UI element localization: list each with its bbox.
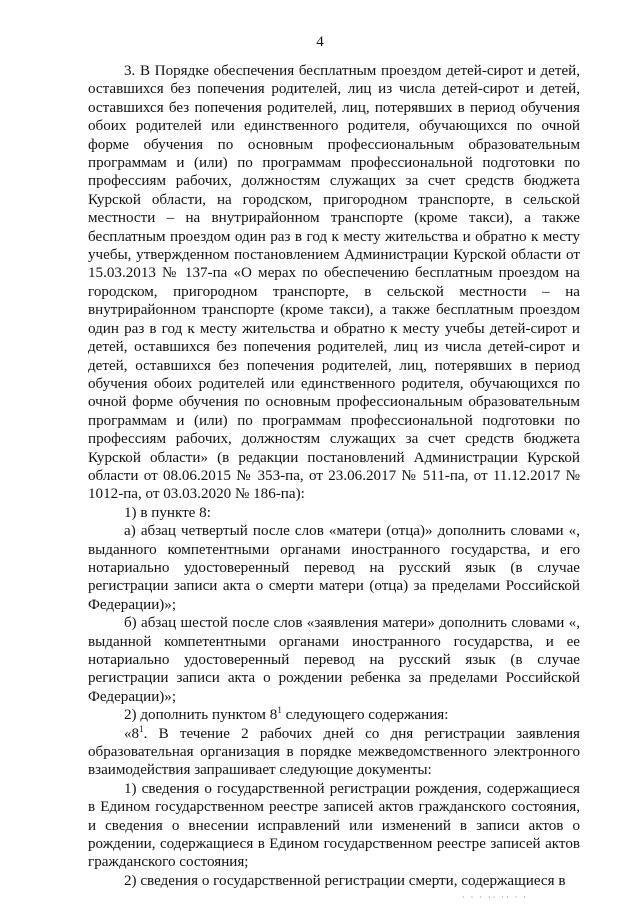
subitem-2 bbox=[88, 706, 580, 724]
subitem-1a: а) абзац четвертый после слов «матери (отца)» дополнить словами «, выданного компетентными органами иностранного государства, и его нотариально удостоверенный перевод на русский язык (в случае регистрации записи акта о смерти матери (отца) за пределами Российской Федерации)»; bbox=[88, 523, 580, 613]
subitem-1: 1) в пункте 8: bbox=[124, 504, 211, 521]
point-8-1 bbox=[88, 725, 580, 780]
point-8-1-superscript: 1 bbox=[139, 723, 144, 734]
page-number: 4 bbox=[316, 34, 324, 50]
subitem-2-text-end: следующего содержания: bbox=[281, 707, 449, 724]
paragraph-3: 3. В Порядке обеспечения бесплатным проездом детей-сирот и детей, оставшихся без попечения родителей, лиц из числа детей-сирот и детей, оставшихся без попечения родителей, лиц, потерявших в период обучения обоих родителей или единственного родителя, обучающихся по очной форме обучения по основным профессиональным образовательным программам и (или) по программам профессиональной подготовки по профессиям рабочих, должностям служащих за счет средств бюджета Курской области, на городском, пригородном транспорте, в сельской местности – на внутрирайонном транспорте (кроме такси), а также бесплатным проездом один раз в год к месту жительства и обратно к месту учебы, утвержденном постановлением Администрации Курской области от 15.03.2013 № 137-па «О мерах по обеспечению бесплатным проездом на городском, пригородном транспорте, в сельской местности – на внутрирайонном транспорте (кроме такси), а также бесплатным проездом один раз в год к месту жительства и обратно к месту учебы детей-сирот и детей, оставшихся без попечения родителей, лиц из числа детей-сирот и детей, оставшихся без попечения родителей, лиц, потерявших в период обучения обоих родителей или единственного родителя, обучающихся по очной форме обучения по основным профессиональным образовательным программам и (или) по программам профессиональной подготовки по профессиям рабочих, должностям служащих за счет средств бюджета Курской области» (в редакции постановлений Администрации Курской области от 08.06.2015 № 353-па, от 23.06.2017 № 511-па, от 11.12.2017 № 1012-па, от 03.03.2020 № 186-па): bbox=[88, 63, 580, 503]
point-8-1-text: . В течение 2 рабочих дней со дня регистрации заявления образовательная организация в порядке межведомственного электронного взаимодействия запрашивает следующие документы: bbox=[88, 725, 580, 779]
subitem-2-superscript: 1 bbox=[277, 705, 282, 716]
document-item-2: 2) сведения о государственной регистрации смерти, содержащиеся в bbox=[124, 872, 566, 889]
document-body bbox=[88, 62, 580, 890]
scan-marks: · · · ·· ·· · · bbox=[462, 893, 528, 902]
subitem-2-text: 2) дополнить пунктом 8 bbox=[124, 707, 278, 724]
point-8-1-number: «8 bbox=[124, 725, 140, 742]
document-item-1: 1) сведения о государственной регистрации рождения, содержащиеся в Едином государственном реестре записей актов гражданского состояния, и сведения о внесении исправлений или изменений в записи актов о рождении, содержащиеся в Едином государственном реестре записей актов гражданского состояния; bbox=[88, 780, 580, 871]
subitem-1b: б) абзац шестой после слов «заявления матери» дополнить словами «, выданной компетентными органами иностранного государства, и ее нотариально удостоверенный перевод на русский язык (в случае регистрации записи акта о рождении ребенка за пределами Российской Федерации)»; bbox=[88, 615, 580, 705]
